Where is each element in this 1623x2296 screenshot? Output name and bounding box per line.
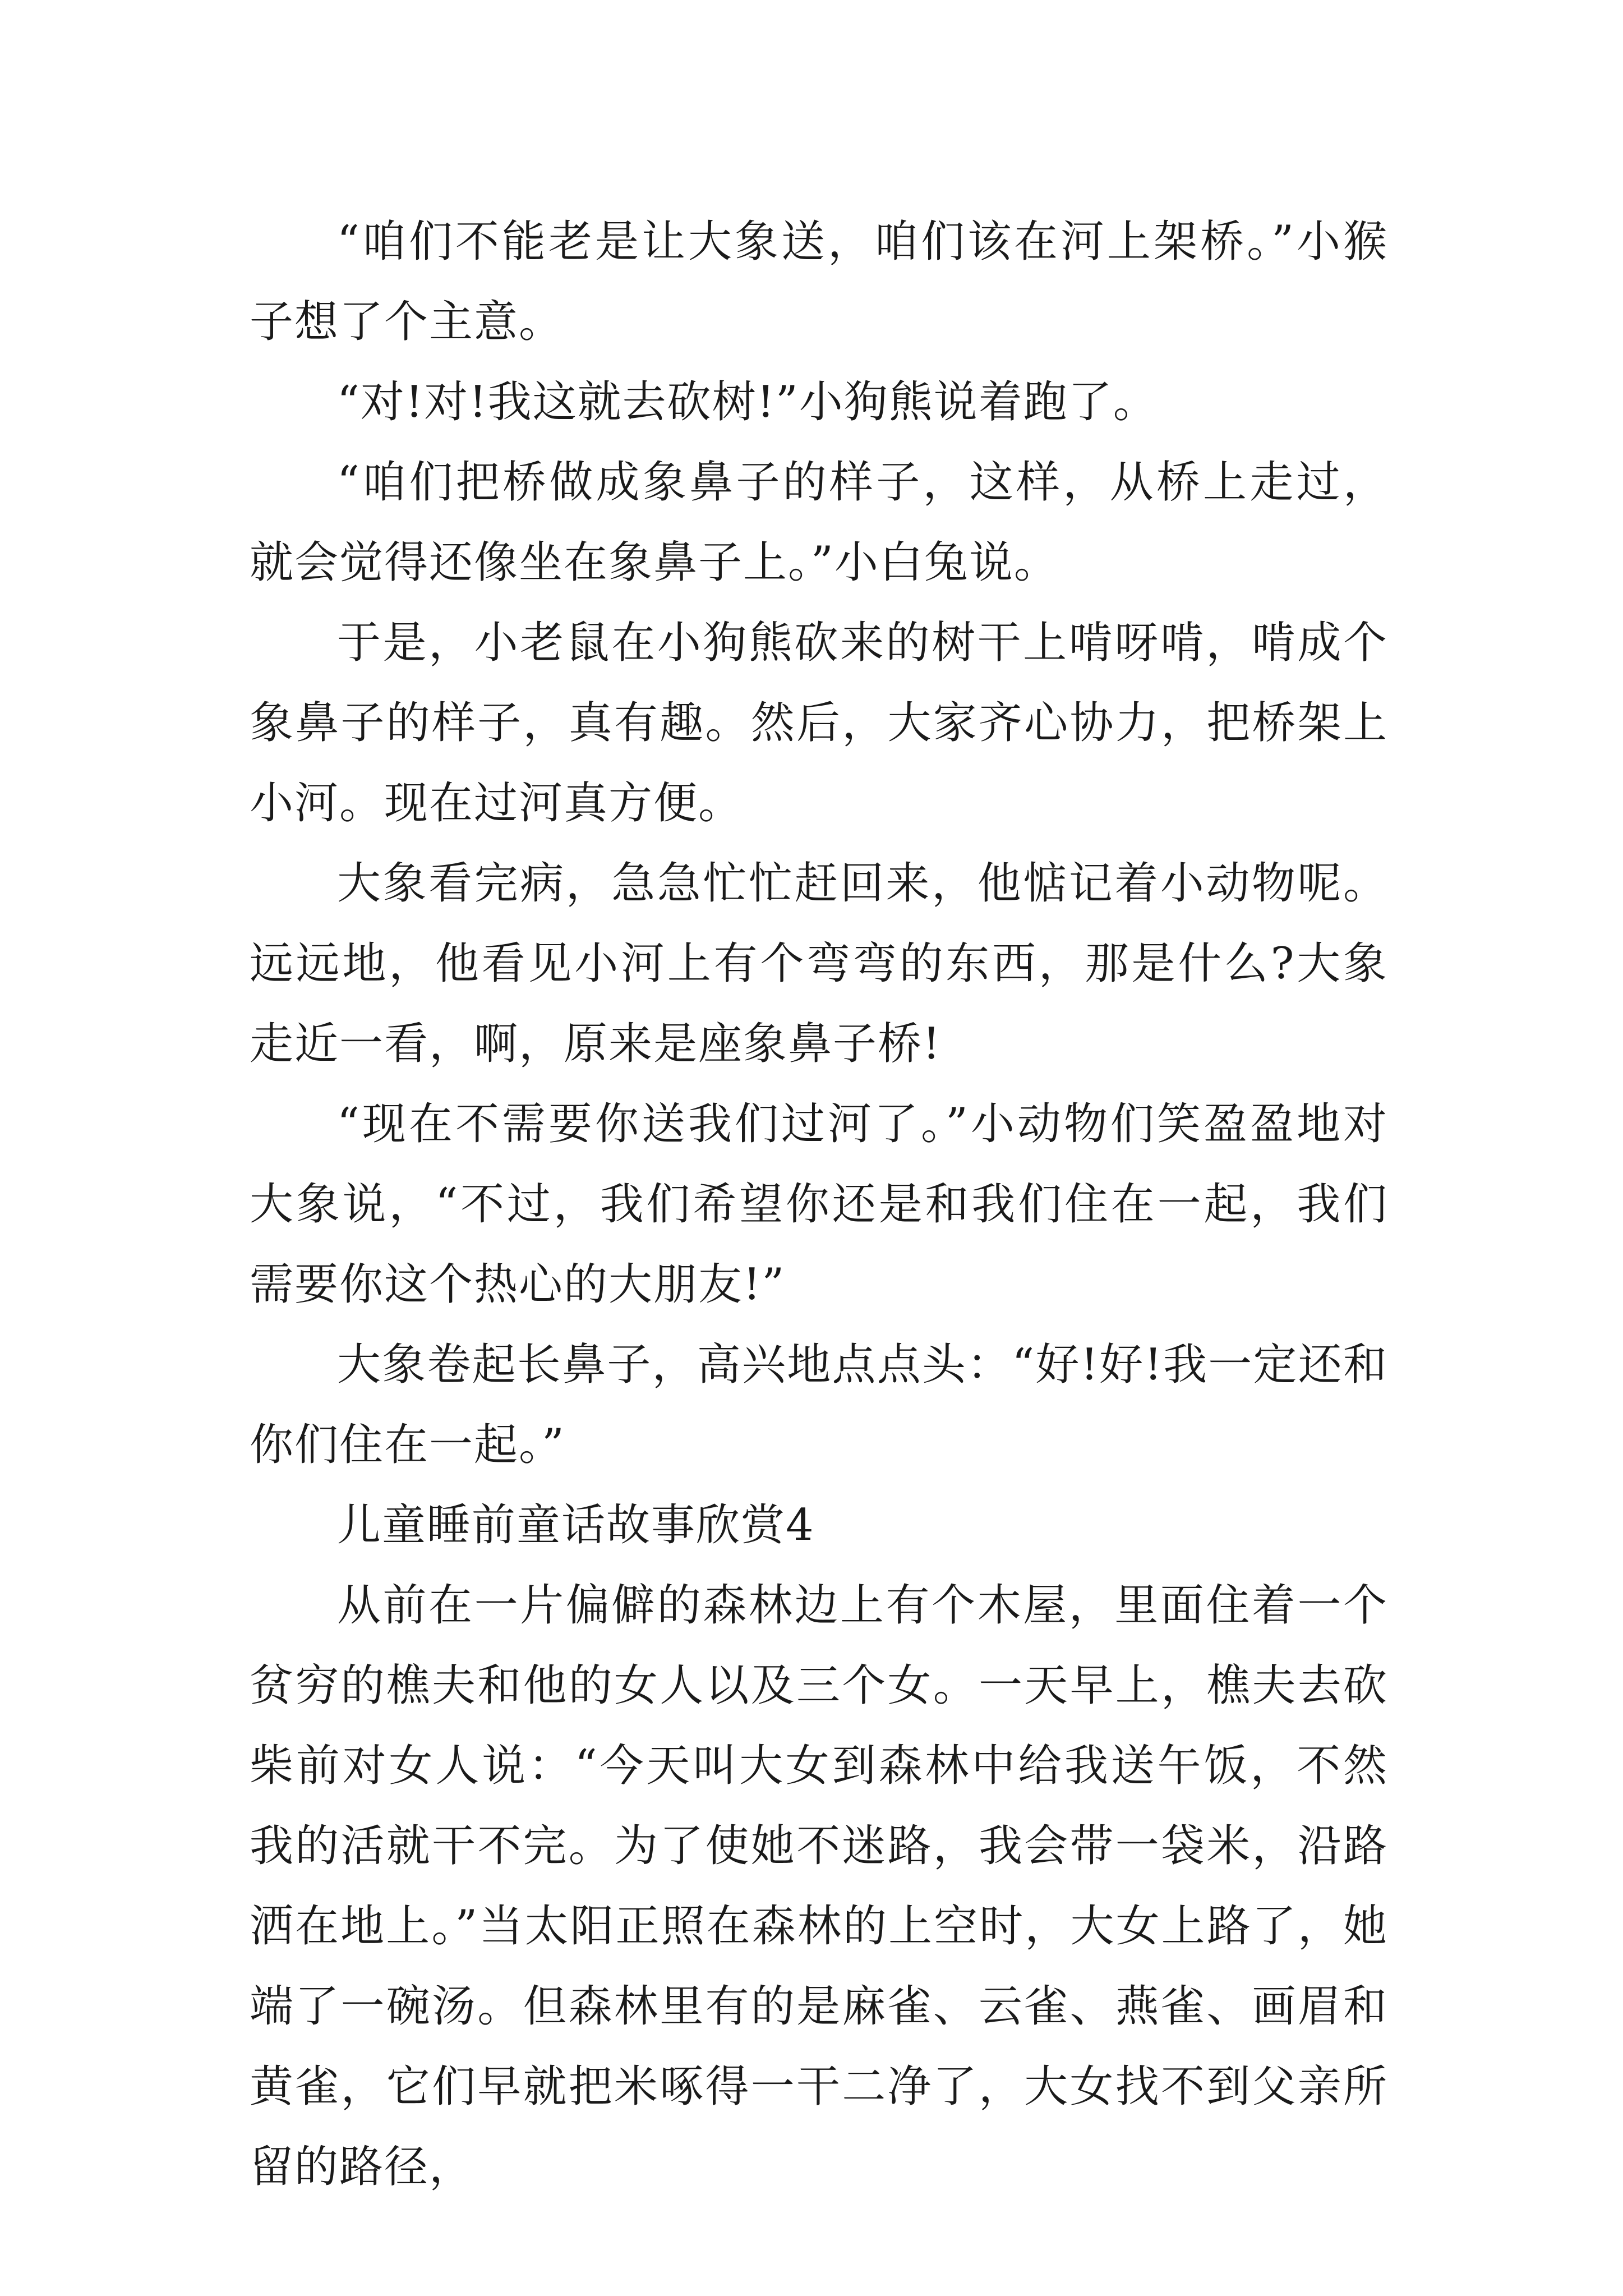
paragraph-woodcutter-story: 从前在一片偏僻的森林边上有个木屋，里面住着一个贫穷的樵夫和他的女人以及三个女。一天早上，樵夫去砍柴前对女人说：“今天叫大女到森林中给我送午饭，不然我的活就干不完。为了使她不迷路，我会带一袋米，沿路洒在地上。”当太阳正照在森林的上空时，大女上路了，她端了一碗汤。但森林里有的是麻雀、云雀、燕雀、画眉和黄雀，它们早就把米啄得一干二净了，大女找不到父亲所留的路径， — [250, 1580, 1388, 2192]
paragraph-bear-chops-tree: “对!对!我这就去砍树!”小狗熊说着跑了。 — [337, 377, 1158, 427]
paragraph-animals-speak: “现在不需要你送我们过河了。”小动物们笑盈盈地对大象说，“不过，我们希望你还是和我们住在一起，我们需要你这个热心的大朋友!” — [250, 1099, 1388, 1310]
paragraph-rabbit-suggestion: “咱们把桥做成象鼻子的样子，这样，从桥上走过，就会觉得还像坐在象鼻子上。”小白兔说。 — [250, 457, 1388, 588]
paragraph-monkey-idea: “咱们不能老是让大象送，咱们该在河上架桥。”小猴子想了个主意。 — [250, 217, 1388, 347]
document-body — [250, 202, 1388, 2207]
paragraph-elephant-returns: 大象看完病，急急忙忙赶回来，他惦记着小动物呢。远远地，他看见小河上有个弯弯的东西，那是什么?大象走近一看，啊，原来是座象鼻子桥! — [250, 858, 1388, 1069]
paragraph-build-bridge: 于是，小老鼠在小狗熊砍来的树干上啃呀啃，啃成个象鼻子的样子，真有趣。然后，大家齐心协力，把桥架上小河。现在过河真方便。 — [250, 618, 1388, 829]
paragraph-elephant-agrees: 大象卷起长鼻子，高兴地点点头：“好!好!我一定还和你们住在一起。” — [250, 1340, 1388, 1470]
section-title: 儿童睡前童话故事欣赏4 — [337, 1500, 815, 1550]
